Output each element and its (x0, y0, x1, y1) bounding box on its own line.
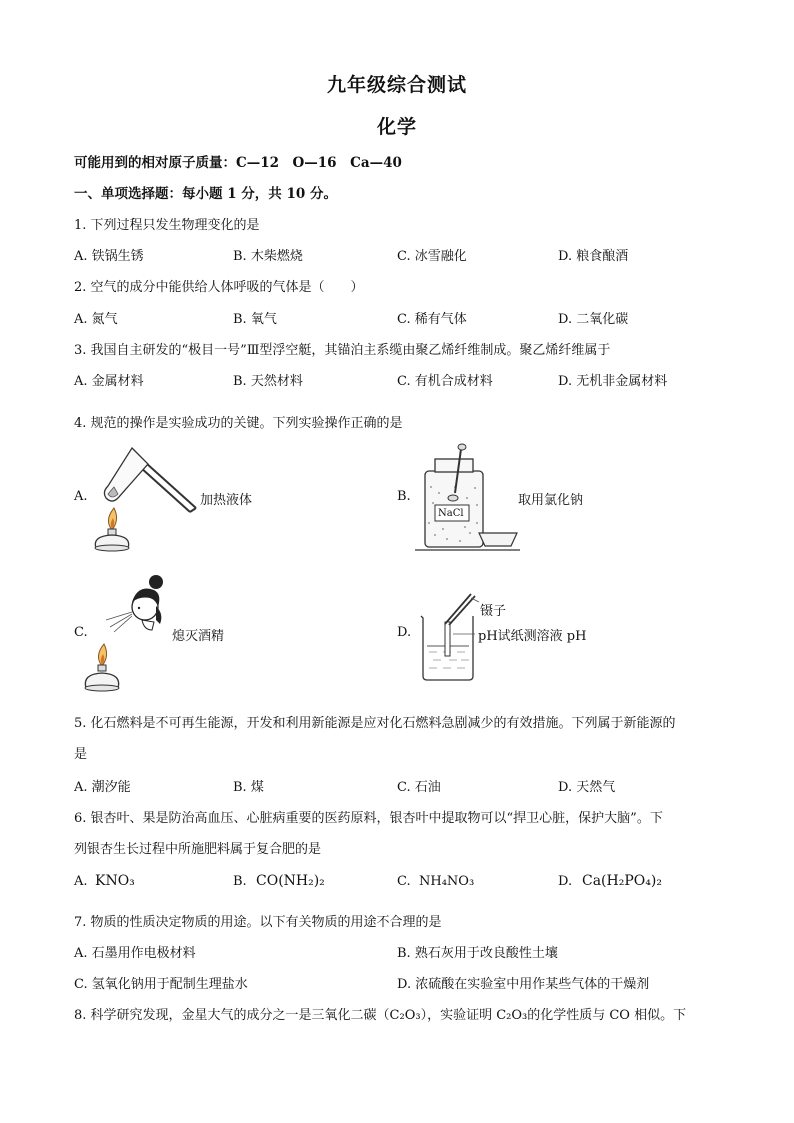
option-d: D. 粮食酿酒 (558, 249, 629, 264)
option-a: A. 氮气 (74, 312, 118, 327)
ph-test-illustration (415, 592, 485, 682)
option-b: B. 氧气 (233, 312, 277, 327)
figure-b-letter: B. (397, 489, 411, 504)
option-d: D. 无机非金属材料 (558, 374, 668, 389)
question-stem: 6. 银杏叶、果是防治高血压、心脏病重要的医药原料，银杏叶中提取物可以“捍卫心脏，保护大脑”。下 (74, 811, 663, 826)
option-a: A. 潮汐能 (74, 780, 131, 795)
option-d: D. 浓硫酸在实验室中用作某些气体的干燥剂 (397, 977, 650, 992)
option-a: A. 金属材料 (74, 374, 144, 389)
figure-d-letter: D. (397, 625, 412, 640)
figure-c-letter: C. (74, 625, 88, 640)
nacl-label: NaCl (438, 508, 464, 519)
reagent-bottle-illustration (415, 443, 520, 553)
option-b: B. 煤 (233, 780, 264, 795)
figure-c-caption: 熄灭酒精 (172, 629, 225, 644)
option-d-letter: D. (558, 874, 573, 889)
option-b: B. 天然材料 (233, 374, 303, 389)
exam-title: 九年级综合测试 (326, 74, 467, 96)
question-stem: 8. 科学研究发现，金星大气的成分之一是三氧化二碳（C₂O₃），实验证明 C₂O₃的化学性质与 CO 相似。下 (74, 1008, 687, 1023)
option-c-formula: NH₄NO₃ (419, 874, 475, 889)
option-b-formula: CO(NH₂)₂ (256, 873, 325, 889)
option-c: C. 冰雪融化 (397, 249, 467, 264)
question-stem: 3. 我国自主研发的“极目一号”Ⅲ型浮空艇，其锚泊主系缆由聚乙烯纤维制成。聚乙烯纤维属于 (74, 343, 611, 358)
option-d-formula: Ca(H₂PO₄)₂ (582, 873, 662, 889)
option-d: D. 天然气 (558, 780, 616, 795)
heating-liquid-illustration (90, 440, 200, 555)
option-c: C. 石油 (397, 780, 441, 795)
option-c: C. 氢氧化钠用于配制生理盐水 (74, 977, 248, 992)
option-c-letter: C. (397, 874, 411, 889)
option-d: D. 二氧化碳 (558, 312, 629, 327)
figure-d-caption: pH试纸测溶液 pH (478, 629, 587, 644)
option-a: A. 铁锅生锈 (74, 249, 144, 264)
atomic-masses: 可能用到的相对原子质量：C—12 O—16 Ca—40 (74, 155, 402, 171)
section-heading: 一、单项选择题：每小题 1 分，共 10 分。 (74, 186, 337, 202)
option-b-letter: B. (233, 874, 247, 889)
question-stem: 5. 化石燃料是不可再生能源，开发和利用新能源是应对化石燃料急剧减少的有效措施。下列属于新能源的 (74, 716, 676, 731)
option-c: C. 有机合成材料 (397, 374, 493, 389)
question-stem-continued: 列银杏生长过程中所施肥料属于复合肥的是 (74, 842, 322, 857)
subject-title: 化学 (376, 116, 417, 138)
question-stem: 4. 规范的操作是实验成功的关键。下列实验操作正确的是 (74, 416, 403, 431)
option-c: C. 稀有气体 (397, 312, 467, 327)
question-stem: 1. 下列过程只发生物理变化的是 (74, 218, 260, 233)
blowing-lamp-illustration (90, 572, 175, 697)
figure-a-caption: 加热液体 (200, 493, 253, 508)
question-stem: 2. 空气的成分中能供给人体呼吸的气体是（ ） (74, 280, 364, 295)
tweezers-label: 镊子 (480, 604, 507, 619)
figure-a-letter: A. (74, 489, 88, 504)
option-b: B. 木柴燃烧 (233, 249, 303, 264)
option-a: A. 石墨用作电极材料 (74, 946, 196, 961)
option-b: B. 熟石灰用于改良酸性土壤 (397, 946, 558, 961)
option-a-letter: A. (74, 874, 88, 889)
option-a-formula: KNO₃ (95, 873, 135, 889)
question-stem: 7. 物质的性质决定物质的用途。以下有关物质的用途不合理的是 (74, 915, 442, 930)
figure-b-caption: 取用氯化钠 (518, 493, 584, 508)
question-stem-continued: 是 (74, 747, 88, 762)
